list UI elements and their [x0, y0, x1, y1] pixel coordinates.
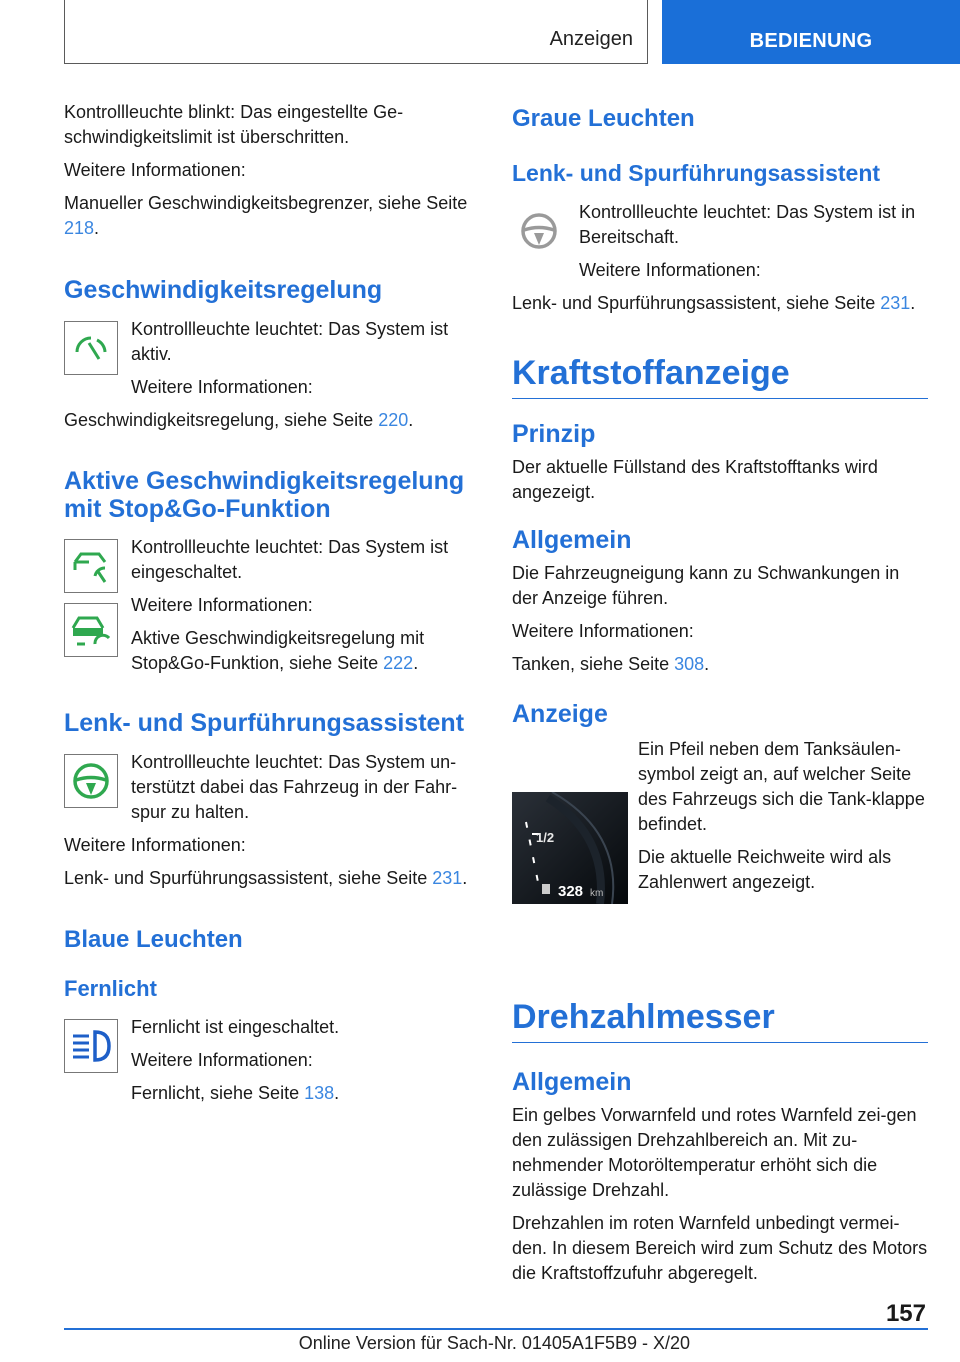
heading-principle: Prinzip: [512, 420, 596, 448]
paragraph: Fernlicht, siehe Seite 138.: [131, 1083, 340, 1103]
paragraph: Weitere Informationen:: [131, 595, 313, 615]
section-title: Anzeigen: [549, 28, 633, 50]
chapter-tab[interactable]: BEDIENUNG: [662, 0, 960, 64]
indicator-lane-assist-grey: [512, 200, 928, 283]
paragraph: Aktive Geschwindigkeitsregelung mit Stop&Go-Funktion, siehe Seite 222.: [131, 628, 425, 673]
paragraph: Die aktuelle Reichweite wird als Zahlenwert angezeigt.: [638, 847, 892, 892]
paragraph: Lenk- und Spurführungsassistent, siehe Seite 231.: [512, 293, 916, 313]
paragraph: Weitere Informationen:: [131, 1050, 313, 1070]
paragraph: Weitere Informationen:: [131, 377, 313, 397]
paragraph: Weitere Informationen:: [579, 260, 761, 280]
paragraph: Weitere Informationen:: [64, 160, 246, 180]
heading-cruise-control: Geschwindigkeitsregelung: [64, 276, 383, 304]
paragraph: Weitere Informationen:: [64, 835, 246, 855]
right-column: [512, 104, 928, 895]
paragraph: Kontrollleuchte leuchtet: Das System ist in Bereitschaft.: [579, 202, 916, 247]
heading-general-2: Allgemein: [512, 1068, 632, 1096]
page-link-231[interactable]: 231: [432, 868, 463, 888]
car-speedometer-icon: [64, 539, 118, 593]
paragraph: Kontrollleuchte leuchtet: Das System ist aktiv.: [131, 319, 449, 364]
gauge-half-label: 1/2: [536, 830, 555, 845]
indicator-active-cruise: [64, 535, 480, 676]
page-link-138[interactable]: 138: [304, 1083, 335, 1103]
paragraph: Ein Pfeil neben dem Tanksäulen-symbol zeigt an, auf welcher Seite des Fahrzeugs sich die Tank-klappe befindet.: [638, 739, 925, 834]
paragraph: Ein gelbes Vorwarnfeld und rotes Warnfeld zei-gen den zulässigen Drehzahlbereich an. Mit zu-nehmender Motoröltemperatur erhöht sich die zulässige Drehzahl.: [512, 1105, 917, 1200]
paragraph: Tanken, siehe Seite 308.: [512, 654, 710, 674]
paragraph: Kontrollleuchte blinkt: Das eingestellte Ge-schwindigkeitslimit ist überschritten.: [64, 102, 404, 147]
steering-wheel-green-icon: [64, 754, 118, 808]
page-number: 157: [885, 1300, 926, 1327]
speedometer-icon: [64, 321, 118, 375]
paragraph: Weitere Informationen:: [512, 621, 694, 641]
header-frame: [64, 0, 648, 64]
paragraph: Fernlicht ist eingeschaltet.: [131, 1017, 340, 1037]
paragraph: Kontrollleuchte leuchtet: Das System ist eingeschaltet.: [131, 537, 449, 582]
car-distance-icon: [64, 603, 118, 657]
footer-divider: [64, 1328, 928, 1330]
heading-blue-lights: Blaue Leuchten: [64, 926, 243, 953]
footer-online-version: Online Version für Sach-Nr. 01405A1F5B9 - X/20: [298, 1333, 690, 1353]
indicator-lane-assist: [64, 750, 480, 825]
indicator-high-beam: [64, 1015, 480, 1106]
paragraph: Die Fahrzeugneigung kann zu Schwankungen in der Anzeige führen.: [512, 563, 900, 608]
heading-lane-assist-grey: Lenk- und Spurführungsassistent: [512, 160, 881, 186]
paragraph: Manueller Geschwindigkeitsbegrenzer, siehe Seite 218.: [64, 193, 468, 238]
page-link-308[interactable]: 308: [674, 654, 705, 674]
page-link-222[interactable]: 222: [383, 653, 414, 673]
page-link-220[interactable]: 220: [378, 410, 409, 430]
range-unit: km: [590, 888, 604, 899]
right-column-lower: [512, 996, 928, 1294]
heading-high-beam: Fernlicht: [64, 976, 157, 1001]
heading-active-cruise: Aktive Geschwindigkeitsregelung mit Stop&Go-Funktion: [64, 467, 465, 523]
page-link-231-right[interactable]: 231: [880, 293, 911, 313]
left-column: [64, 100, 480, 1114]
paragraph: Drehzahlen im roten Warnfeld unbedingt vermei-den. In diesem Bereich wird zum Schutz des Motors die Kraftstoffzufuhr abgeregelt.: [512, 1213, 928, 1283]
paragraph: Kontrollleuchte leuchtet: Das System un-terstützt dabei das Fahrzeug in der Fahr-spur zu halten.: [131, 752, 458, 822]
page-link-218[interactable]: 218: [64, 218, 95, 238]
heading-display: Anzeige: [512, 700, 608, 728]
indicator-cruise-control: [64, 317, 480, 400]
paragraph: Lenk- und Spurführungsassistent, siehe Seite 231.: [64, 868, 468, 888]
fuel-gauge-image: [512, 792, 628, 904]
heading-fuel-gauge: Kraftstoffanzeige: [512, 352, 928, 399]
paragraph: Geschwindigkeitsregelung, siehe Seite 220.: [64, 410, 414, 430]
paragraph: Der aktuelle Füllstand des Kraftstofftanks wird angezeigt.: [512, 457, 878, 502]
heading-lane-assist: Lenk- und Spurführungsassistent: [64, 709, 465, 737]
heading-tachometer: Drehzahlmesser: [512, 996, 928, 1043]
steering-wheel-grey-icon: [512, 204, 566, 258]
range-value: 328: [558, 883, 584, 900]
high-beam-icon: [64, 1019, 118, 1073]
heading-grey-lights: Graue Leuchten: [512, 105, 695, 132]
heading-general: Allgemein: [512, 526, 632, 554]
